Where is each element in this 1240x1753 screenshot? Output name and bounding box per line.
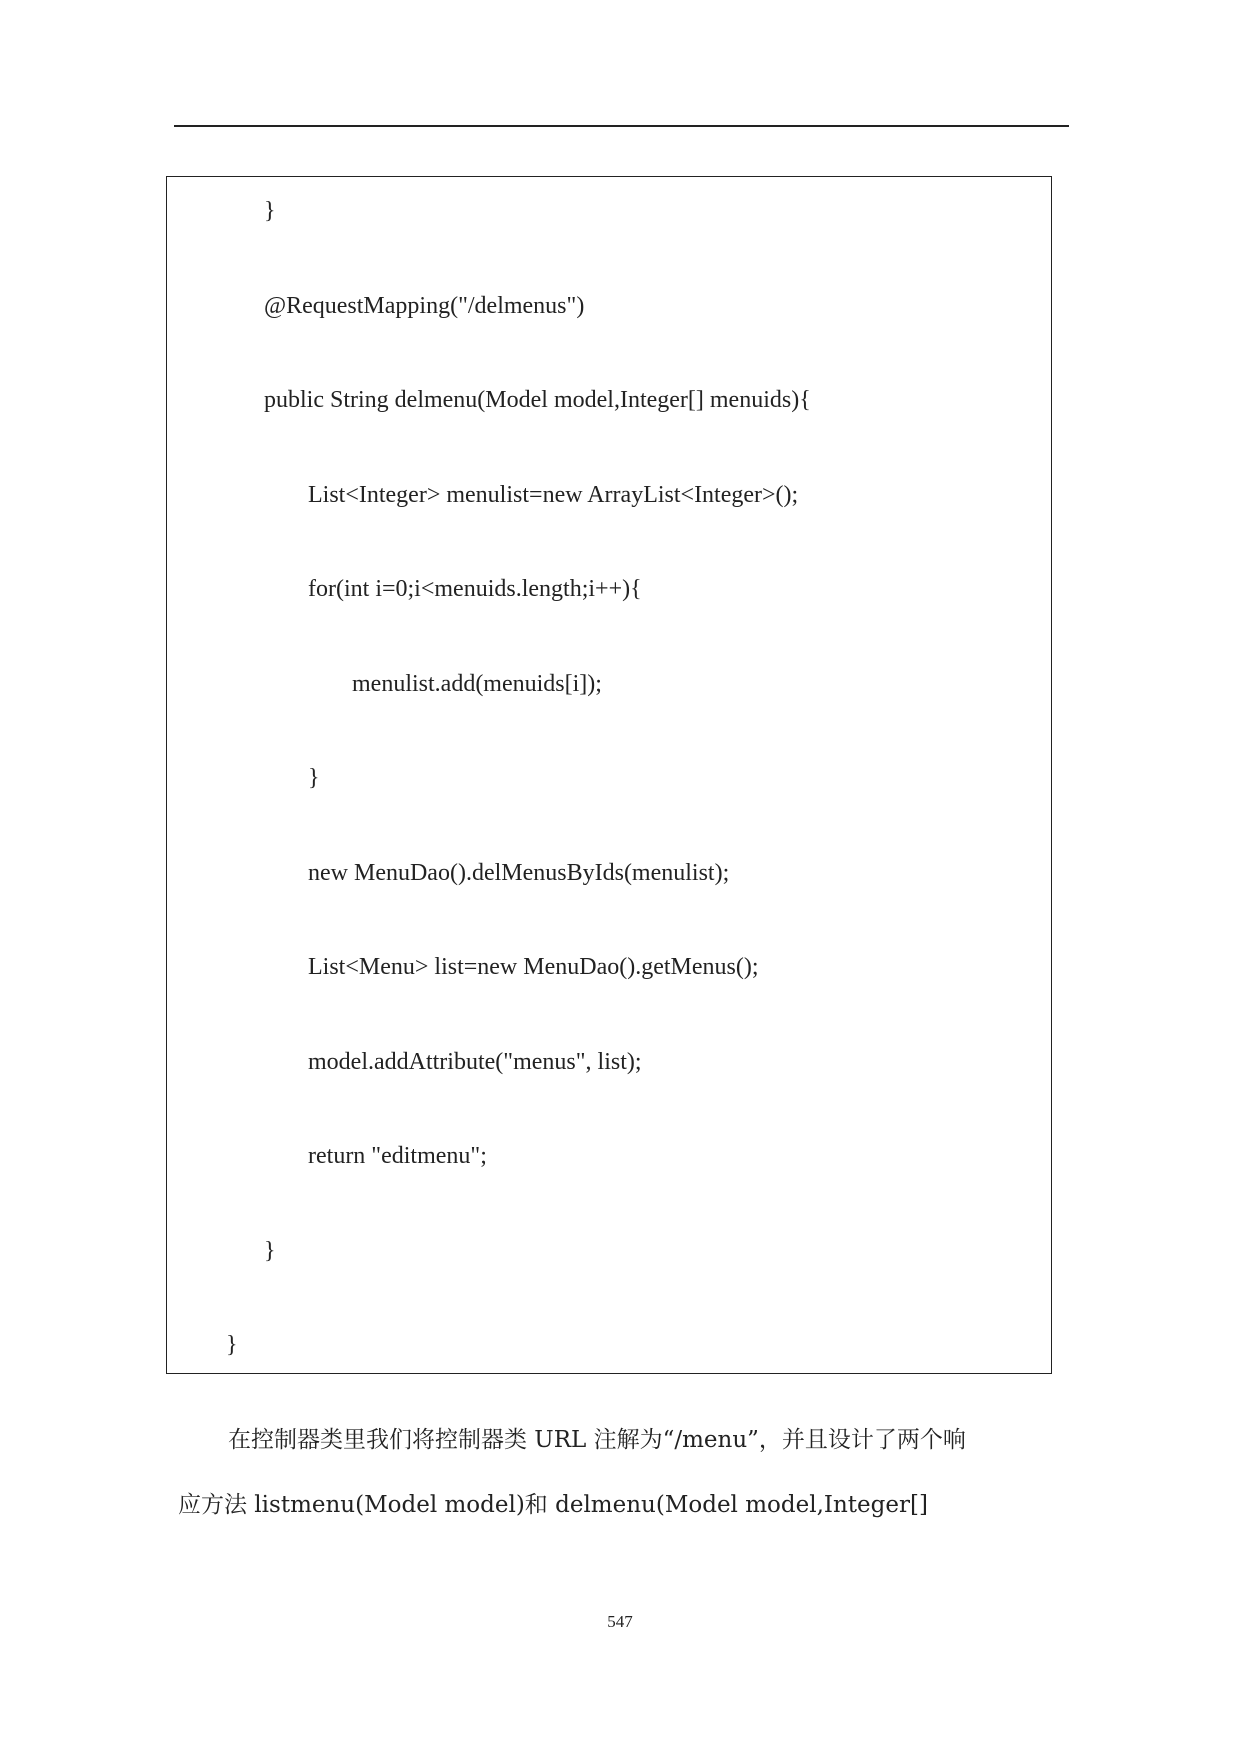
body-paragraph-line: 应方法 listmenu(Model model)和 delmenu(Model model,Integer[]	[178, 1492, 928, 1518]
code-line: new MenuDao().delMenusByIds(menulist);	[308, 860, 730, 886]
body-paragraph-line: 在控制器类里我们将控制器类 URL 注解为“/menu”，并且设计了两个响	[228, 1427, 966, 1453]
code-line: menulist.add(menuids[i]);	[352, 671, 602, 697]
code-line: @RequestMapping("/delmenus")	[264, 293, 585, 319]
code-line: model.addAttribute("menus", list);	[308, 1049, 642, 1075]
code-line: }	[264, 1238, 276, 1264]
code-line: List<Menu> list=new MenuDao().getMenus();	[308, 954, 759, 980]
code-line: }	[264, 198, 276, 224]
code-line: }	[226, 1332, 238, 1358]
code-line: for(int i=0;i<menuids.length;i++){	[308, 576, 642, 602]
page-number: 547	[607, 1612, 633, 1631]
code-listing-box	[166, 176, 1052, 1374]
code-line: return "editmenu";	[308, 1143, 487, 1169]
header-rule	[174, 125, 1069, 127]
code-line: }	[308, 765, 320, 791]
code-line: List<Integer> menulist=new ArrayList<Integer>();	[308, 482, 799, 508]
code-line: public String delmenu(Model model,Integer[] menuids){	[264, 387, 811, 413]
